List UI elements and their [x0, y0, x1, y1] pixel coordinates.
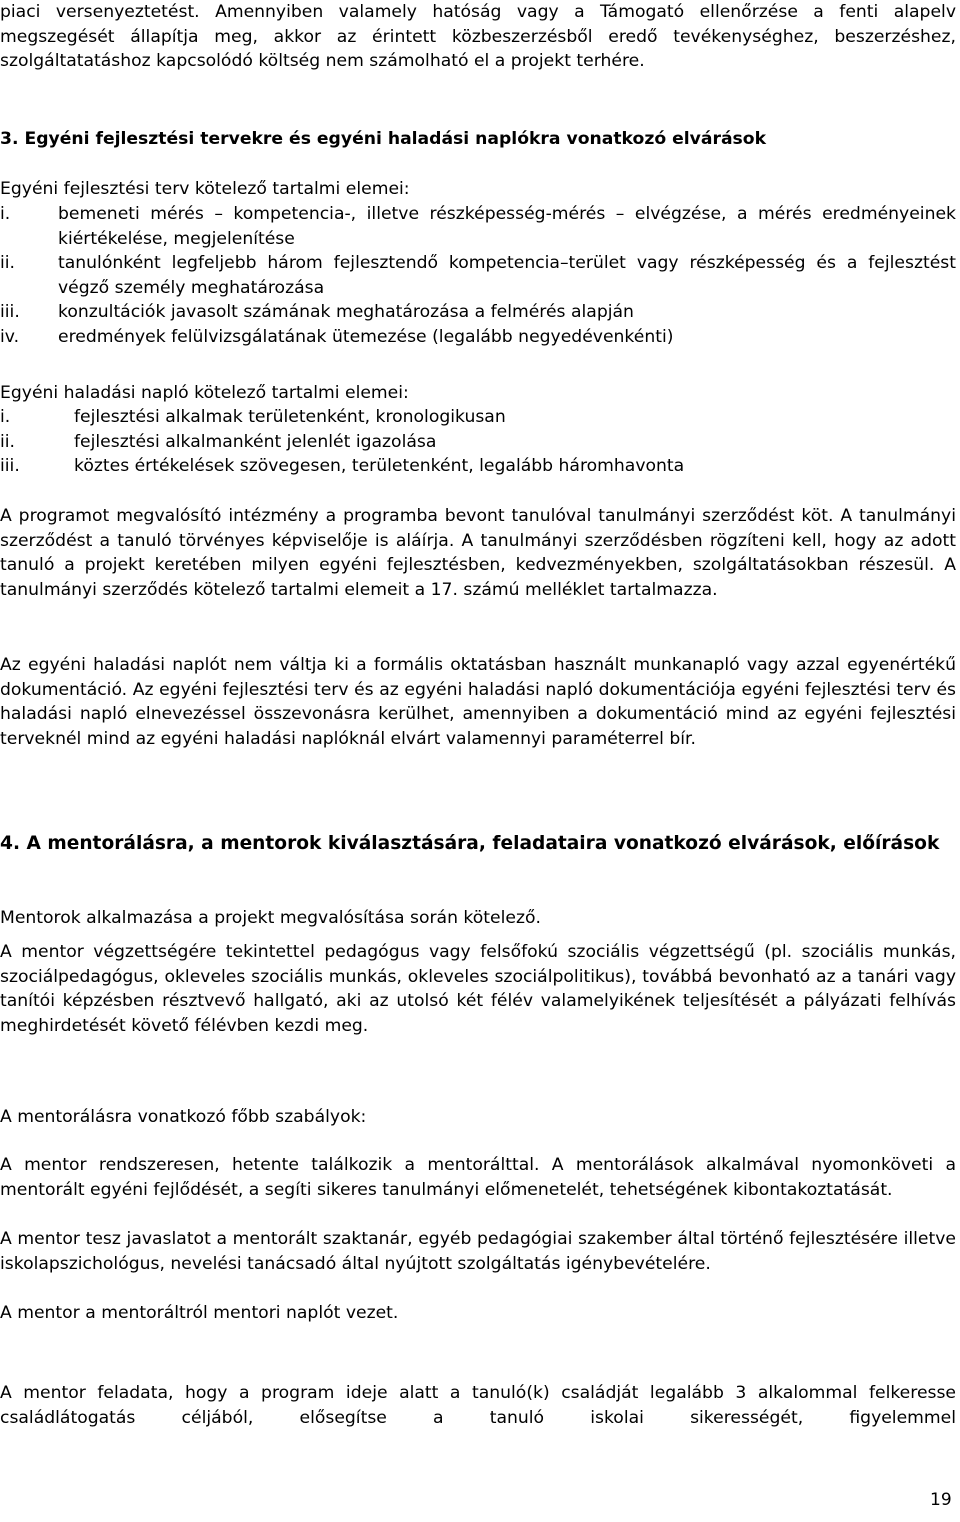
log-items-list — [0, 405, 956, 479]
list-item-text: konzultációk javasolt számának meghatározása a felmérés alapján — [58, 302, 634, 323]
list-item-number: iii. — [0, 302, 20, 323]
list-item-text: bemeneti mérés – kompetencia-, illetve részképesség-mérés – elvégzése, a mérés eredményeinek kiértékelése, megjelenítése — [58, 204, 956, 249]
list-item — [0, 251, 956, 300]
list-item — [0, 202, 956, 251]
section-3-heading: 3. Egyéni fejlesztési tervekre és egyéni haladási naplókra vonatkozó elvárások — [0, 129, 767, 149]
list-item-number: i. — [0, 204, 11, 224]
contract-paragraph: A programot megvalósító intézmény a programba bevont tanulóval tanulmányi szerződést köt. A tanulmányi szerződést a tanuló törvényes képviselője is aláírja. A tanulmányi szerződésben rögzíteni kell, hogy az adott tanuló a projekt keretében milyen egyéni fejlesztésben, kedvezményekben, szolgáltatásokban részesül. A tanulmányi szerződés kötelező tartalmi elemeit a 17. számú melléklet tartalmazza. — [0, 506, 956, 600]
section-4-paragraph-1: Mentorok alkalmazása a projekt megvalósítása során kötelező. — [0, 908, 541, 928]
intro-paragraph: piaci versenyeztetést. Amennyiben valamely hatóság vagy a Támogató ellenőrzése a fenti alapelv megszegését állapítja meg, akkor az érintett közbeszerzésből eredő tevékenységhez, beszerzéshez, szolgáltatatáshoz kapcsolódó költség nem számolható el a projekt terhére. — [0, 2, 956, 72]
list-item-text: köztes értékelések szövegesen, területenként, legalább háromhavonta — [74, 456, 685, 477]
log-paragraph: Az egyéni haladási naplót nem váltja ki a formális oktatásban használt munkanapló vagy azzal egyenértékű dokumentáció. Az egyéni fejlesztési terv és az egyéni haladási napló dokumentációja egyéni fejlesztési terv és haladási napló elnevezéssel összevonásra kerülhet, amennyiben a dokumentáció mind az egyéni fejlesztési terveknél mind az egyéni haladási naplóknál elvárt valamennyi paraméterrel bír. — [0, 655, 956, 749]
rule-2: A mentor tesz javaslatot a mentorált szaktanár, egyéb pedagógiai szakember által történő fejlesztésére illetve iskolapszichológus, nevelési tanácsadó által nyújtott szolgáltatás igénybevételére. — [0, 1229, 956, 1274]
log-intro: Egyéni haladási napló kötelező tartalmi elemei: — [0, 383, 409, 403]
list-item — [0, 430, 956, 455]
list-item-number: ii. — [0, 253, 16, 274]
list-item-number: i. — [0, 407, 11, 427]
list-item-number: iv. — [0, 326, 20, 347]
list-item — [0, 454, 956, 479]
list-item-text: tanulónként legfeljebb három fejlesztendő kompetencia–terület vagy részképesség és a fejlesztést végző személy meghatározása — [58, 253, 956, 298]
section-4-heading: 4. A mentorálásra, a mentorok kiválasztására, feladataira vonatkozó elvárások, előírások — [0, 833, 940, 854]
list-item-text: fejlesztési alkalmak területenként, kronologikusan — [74, 407, 506, 427]
plan-intro: Egyéni fejlesztési terv kötelező tartalmi elemei: — [0, 179, 410, 199]
section-4-paragraph-2: A mentor végzettségére tekintettel pedagógus vagy felsőfokú szociális végzettségű (pl. szociális munkás, szociálpedagógus, okleveles szociális munkás, okleveles szociálpolitikus), továbbá bevonható az a tanári vagy tanítói képzésben résztvevő hallgató, aki az utolsó két félév valamelyikének teljesítését a pályázati felhívás meghirdetését követő félévben kezdi meg. — [0, 942, 956, 1036]
list-item-text: fejlesztési alkalmanként jelenlét igazolása — [74, 431, 437, 452]
list-item — [0, 300, 956, 325]
plan-items-list — [0, 202, 956, 350]
rule-3: A mentor a mentoráltról mentori naplót vezet. — [0, 1303, 399, 1323]
list-item — [0, 405, 956, 430]
list-item-number: ii. — [0, 431, 16, 452]
list-item — [0, 325, 956, 350]
rules-intro: A mentorálásra vonatkozó főbb szabályok: — [0, 1107, 367, 1127]
last-paragraph: A mentor feladata, hogy a program ideje alatt a tanuló(k) családját legalább 3 alkalommal felkeresse családlátogatás céljából, elősegítse a tanuló iskolai sikerességét, figyelemmel — [0, 1383, 956, 1428]
list-item-number: iii. — [0, 456, 20, 477]
rule-1: A mentor rendszeresen, hetente találkozik a mentorálttal. A mentorálások alkalmával nyomonköveti a mentorált egyéni fejlődését, a segíti sikeres tanulmányi előmenetelét, tehetségének kibontakoztatását. — [0, 1155, 956, 1200]
list-item-text: eredmények felülvizsgálatának ütemezése (legalább negyedévenkénti) — [58, 326, 674, 347]
